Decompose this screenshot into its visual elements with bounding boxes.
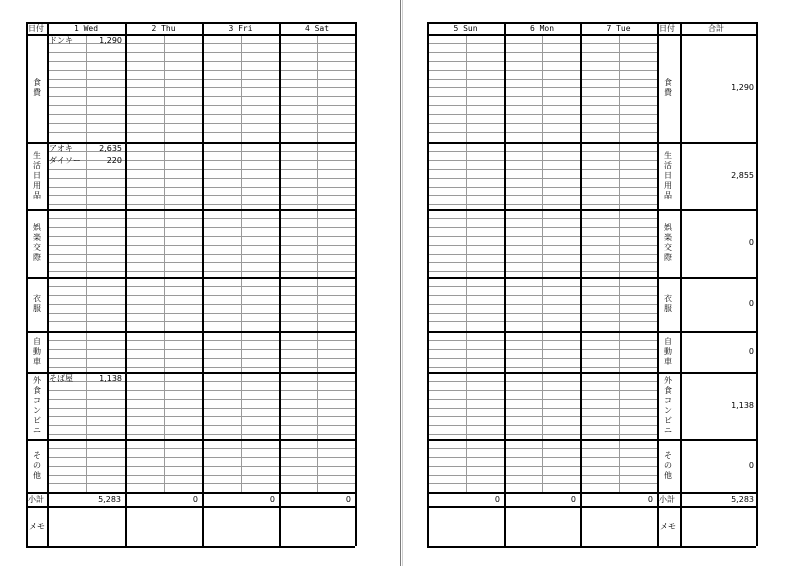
section-border xyxy=(427,34,756,36)
day-header-wed: 1 Wed xyxy=(73,24,99,33)
column-border xyxy=(279,22,281,546)
ledger-line xyxy=(47,271,355,272)
column-border xyxy=(504,22,506,546)
category-label: 生 活 日 用 品 xyxy=(664,150,672,200)
ledger-line xyxy=(47,178,355,179)
grand-subtotal: 5,283 xyxy=(731,495,754,504)
category-total: 1,290 xyxy=(731,83,754,92)
section-border xyxy=(427,372,756,374)
ledger-line xyxy=(47,286,355,287)
category-label: 外 食 コ ン ビ ニ xyxy=(33,375,41,435)
subtotal-border xyxy=(427,506,756,508)
amount-divider xyxy=(86,34,87,492)
section-border xyxy=(26,439,355,441)
section-border xyxy=(427,439,756,441)
table-right-border xyxy=(756,22,758,546)
entry-store: ドンキ xyxy=(49,36,73,45)
ledger-line xyxy=(47,132,355,133)
category-total: 0 xyxy=(748,299,754,308)
category-label: 衣 服 xyxy=(664,294,672,313)
subtotal-label: 小計 xyxy=(28,495,44,504)
ledger-line xyxy=(47,262,355,263)
ledger-line xyxy=(47,195,355,196)
section-border xyxy=(26,277,355,279)
category-total: 0 xyxy=(748,460,754,470)
section-border xyxy=(427,492,756,494)
date-header: 日付 xyxy=(28,24,44,33)
page-divider xyxy=(400,0,401,566)
category-label: 食 費 xyxy=(33,78,41,97)
subtotal-value: 0 xyxy=(494,495,500,504)
date-header: 日付 xyxy=(659,24,675,33)
category-label: 娯 楽 交 際 xyxy=(33,223,41,262)
total-header: 合計 xyxy=(708,24,724,33)
ledger-line xyxy=(47,236,355,237)
ledger-line xyxy=(47,457,355,458)
ledger-line xyxy=(47,448,355,449)
ledger-line xyxy=(47,52,355,53)
section-border xyxy=(26,372,355,374)
subtotal-value: 0 xyxy=(570,495,576,504)
label-column-border xyxy=(680,22,682,546)
category-label: 生 活 日 用 品 xyxy=(33,150,41,200)
column-border xyxy=(580,22,582,546)
ledger-line xyxy=(47,399,355,400)
column-border xyxy=(47,22,49,546)
subtotal-value: 0 xyxy=(647,495,653,504)
ledger-line xyxy=(47,349,355,350)
ledger-line xyxy=(47,295,355,296)
amount-divider xyxy=(466,34,467,492)
section-border xyxy=(26,34,355,36)
ledger-line xyxy=(47,204,355,205)
amount-divider xyxy=(164,34,165,492)
section-border xyxy=(26,492,355,494)
section-border xyxy=(427,331,756,333)
ledger-line xyxy=(47,254,355,255)
ledger-line xyxy=(47,79,355,80)
ledger-line xyxy=(47,61,355,62)
category-label: そ の 他 xyxy=(664,450,672,480)
subtotal-value: 0 xyxy=(192,495,198,504)
ledger-line xyxy=(47,434,355,435)
amount-divider xyxy=(619,34,620,492)
column-border xyxy=(202,22,204,546)
ledger-line xyxy=(47,70,355,71)
ledger-line xyxy=(47,466,355,467)
ledger-line xyxy=(47,340,355,341)
ledger-line xyxy=(47,114,355,115)
ledger-line xyxy=(47,358,355,359)
day-header-sat: 4 Sat xyxy=(304,24,330,33)
ledger-line xyxy=(47,313,355,314)
ledger-line xyxy=(47,87,355,88)
amount-divider xyxy=(317,34,318,492)
category-total: 2,855 xyxy=(731,170,754,180)
entry-store: ダイソー xyxy=(49,156,81,165)
subtotal-value: 5,283 xyxy=(98,495,121,504)
page-divider-shadow xyxy=(402,0,403,566)
ledger-line xyxy=(47,96,355,97)
day-header-mon: 6 Mon xyxy=(529,24,555,33)
day-header-thu: 2 Thu xyxy=(151,24,176,33)
table-bottom-border xyxy=(26,546,355,548)
day-header-tue: 7 Tue xyxy=(606,24,631,33)
ledger-line xyxy=(47,304,355,305)
subtotal-value: 0 xyxy=(345,495,351,504)
entry-amount: 2,635 xyxy=(99,144,122,153)
section-border xyxy=(26,142,355,144)
ledger-line xyxy=(47,105,355,106)
entry-amount: 1,290 xyxy=(99,36,122,45)
ledger-line xyxy=(47,367,355,368)
day-header-sun: 5 Sun xyxy=(453,24,478,33)
day-header-fri: 3 Fri xyxy=(228,24,253,33)
category-label: 外 食 コ ン ビ ニ xyxy=(664,375,672,435)
ledger-line xyxy=(47,416,355,417)
subtotal-border xyxy=(26,506,355,508)
ledger-line xyxy=(47,227,355,228)
category-label: そ の 他 xyxy=(33,450,41,480)
ledger-line xyxy=(47,218,355,219)
category-label: 娯 楽 交 際 xyxy=(664,223,672,262)
ledger-line xyxy=(47,408,355,409)
ledger-line xyxy=(47,390,355,391)
memo-label: メモ xyxy=(660,522,676,531)
ledger-line xyxy=(47,245,355,246)
ledger-line xyxy=(47,123,355,124)
entry-store: そば屋 xyxy=(49,374,73,383)
entry-amount: 220 xyxy=(106,156,122,165)
category-label: 自 動 車 xyxy=(33,336,41,366)
ledger-line xyxy=(47,187,355,188)
column-border xyxy=(657,22,659,546)
table-bottom-border xyxy=(427,546,756,548)
subtotal-label: 小計 xyxy=(659,495,675,504)
category-total: 1,138 xyxy=(731,400,754,410)
section-border xyxy=(427,142,756,144)
ledger-line xyxy=(47,475,355,476)
entry-store: アオキ xyxy=(49,144,73,153)
amount-divider xyxy=(542,34,543,492)
section-border xyxy=(427,209,756,211)
ledger-line xyxy=(47,483,355,484)
column-border xyxy=(427,22,429,546)
category-label: 自 動 車 xyxy=(664,336,672,366)
category-total: 0 xyxy=(748,346,754,356)
category-label: 食 費 xyxy=(664,78,672,97)
section-border xyxy=(26,331,355,333)
category-total: 0 xyxy=(748,238,754,247)
ledger-line xyxy=(47,321,355,322)
section-border xyxy=(427,277,756,279)
amount-divider xyxy=(241,34,242,492)
table-left-border xyxy=(26,22,28,546)
category-label: 衣 服 xyxy=(33,294,41,313)
ledger-line xyxy=(47,169,355,170)
memo-label: メモ xyxy=(29,522,45,531)
section-border xyxy=(26,209,355,211)
column-border xyxy=(355,22,357,546)
subtotal-value: 0 xyxy=(269,495,275,504)
column-border xyxy=(125,22,127,546)
ledger-line xyxy=(47,425,355,426)
entry-amount: 1,138 xyxy=(99,374,122,383)
